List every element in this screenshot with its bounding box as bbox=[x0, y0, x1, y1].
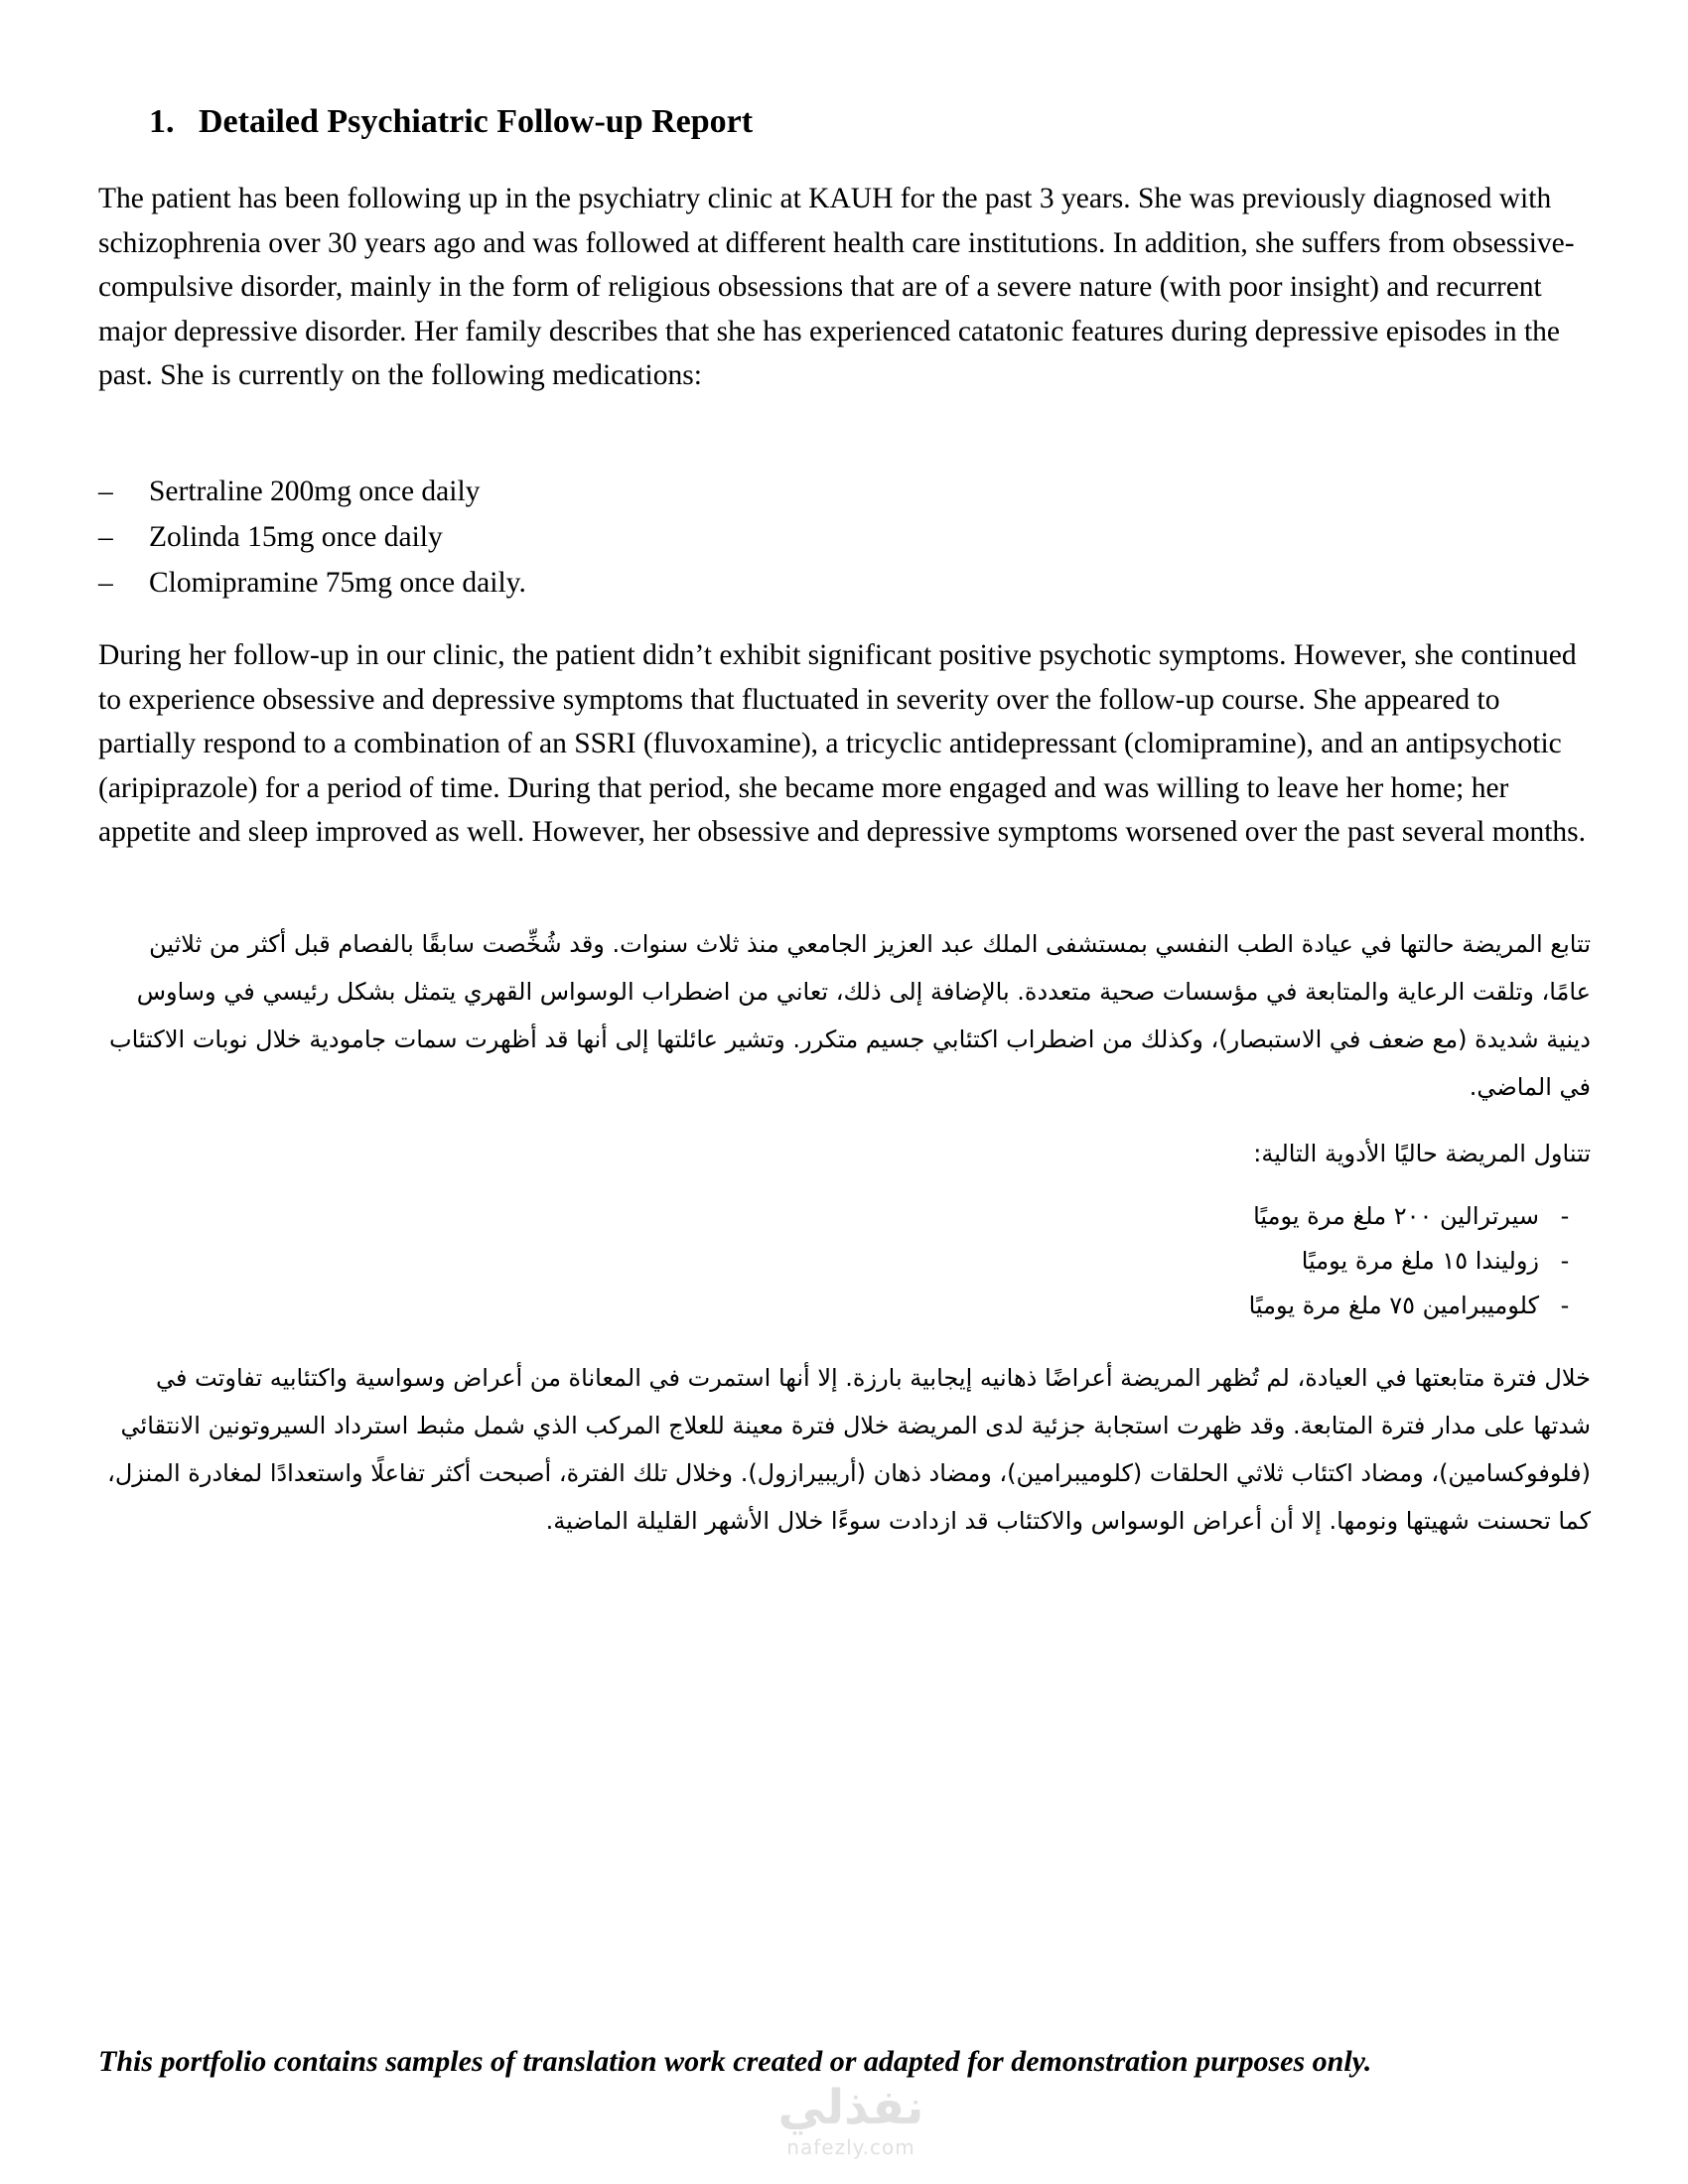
list-item bbox=[98, 1239, 1591, 1284]
section-heading bbox=[149, 102, 753, 142]
medication-text: كلوميبرامين ٧٥ ملغ مرة يوميًا bbox=[1248, 1292, 1539, 1319]
english-medication-list bbox=[98, 469, 526, 606]
list-item bbox=[98, 1194, 1591, 1239]
medication-text: Clomipramine 75mg once daily. bbox=[149, 567, 526, 599]
arabic-paragraph-1: تتابع المريضة حالتها في عيادة الطب النفسي بمستشفى الملك عبد العزيز الجامعي منذ ثلاث سنوات. وقد شُخِّصت سابقًا بالفصام قبل أكثر من ثلاثين عامًا، وتلقت الرعاية والمتابعة في مؤسسات صحية متعددة. بالإضافة إلى ذلك، تعاني من اضطراب الوسواس القهري يتمثل بشكل رئيسي في وساوس دينية شديدة (مع ضعف في الاستبصار)، وكذلك من اضطراب اكتئابي جسيم متكرر. وتشير عائلتها إلى أنها قد أظهرت سمات جامودية خلال نوبات الاكتئاب في الماضي. bbox=[109, 930, 1591, 1101]
list-item bbox=[98, 1284, 1591, 1328]
footer-disclaimer: This portfolio contains samples of translation work created or adapted for demonstration purposes only. bbox=[98, 2045, 1372, 2078]
list-dash: – bbox=[98, 567, 113, 599]
medication-text: Sertraline 200mg once daily bbox=[149, 476, 481, 507]
list-dash: – bbox=[98, 476, 113, 507]
section-title: Detailed Psychiatric Follow-up Report bbox=[199, 103, 754, 140]
list-item bbox=[98, 560, 526, 606]
list-dash: – bbox=[98, 521, 113, 553]
section-number: 1. bbox=[149, 103, 175, 140]
list-item bbox=[98, 514, 526, 560]
english-paragraph-2: During her follow-up in our clinic, the patient didn’t exhibit significant positive psychotic symptoms. However, she continued to experience obsessive and depressive symptoms that fluctuated in severity over the follow-up course. She appeared to partially respond to a combination of an SSRI (fluvoxamine), a tricyclic antidepressant (clomipramine), and an antipsychotic (aripiprazole) for a period of time. During that period, she became more engaged and was willing to leave her home; her appetite and sleep improved as well. However, her obsessive and depressive symptoms worsened over the past several months. bbox=[98, 639, 1587, 848]
watermark-arabic: نفذلي bbox=[777, 2080, 924, 2135]
medication-text: Zolinda 15mg once daily bbox=[149, 521, 443, 553]
list-item bbox=[98, 469, 526, 514]
medication-text: زوليندا ١٥ ملغ مرة يوميًا bbox=[1301, 1247, 1539, 1275]
list-dash: - bbox=[1560, 1247, 1570, 1275]
list-dash: - bbox=[1560, 1292, 1570, 1319]
watermark-logo bbox=[752, 2080, 950, 2159]
list-dash: - bbox=[1560, 1202, 1570, 1230]
watermark-url: nafezly.com bbox=[786, 2135, 915, 2159]
english-paragraph-1: The patient has been following up in the psychiatry clinic at KAUH for the past 3 years. She was previously diagnosed with schizophrenia over 30 years ago and was followed at different health care institutions. In addition, she suffers from obsessive-compulsive disorder, mainly in the form of religious obsessions that are of a severe nature (with poor insight) and recurrent major depressive disorder. Her family describes that she has experienced catatonic features during depressive episodes in the past. She is currently on the following medications: bbox=[98, 183, 1575, 391]
medication-text: سيرترالين ٢٠٠ ملغ مرة يوميًا bbox=[1253, 1202, 1539, 1230]
arabic-paragraph-2: خلال فترة متابعتها في العيادة، لم تُظهر المريضة أعراضًا ذهانيه إيجابية بارزة. إلا أنها استمرت في المعاناة من أعراض وسواسية واكتئابيه تفاوتت في شدتها على مدار فترة المتابعة. وقد ظهرت استجابة جزئية لدى المريضة خلال فترة معينة للعلاج المركب الذي شمل مثبط استرداد السيروتونين الانتقائي (فلوفوكسامين)، ومضاد اكتئاب ثلاثي الحلقات (كلوميبرامين)، ومضاد ذهان (أريبيرازول). وخلال تلك الفترة، أصبحت أكثر تفاعلًا واستعدادًا لمغادرة المنزل، كما تحسنت شهيتها ونومها. إلا أن أعراض الوسواس والاكتئاب قد ازدادت سوءًا خلال الأشهر القليلة الماضية. bbox=[107, 1364, 1591, 1535]
arabic-medications-intro: تتناول المريضة حاليًا الأدوية التالية: bbox=[1253, 1140, 1591, 1167]
arabic-medication-list bbox=[98, 1194, 1591, 1328]
